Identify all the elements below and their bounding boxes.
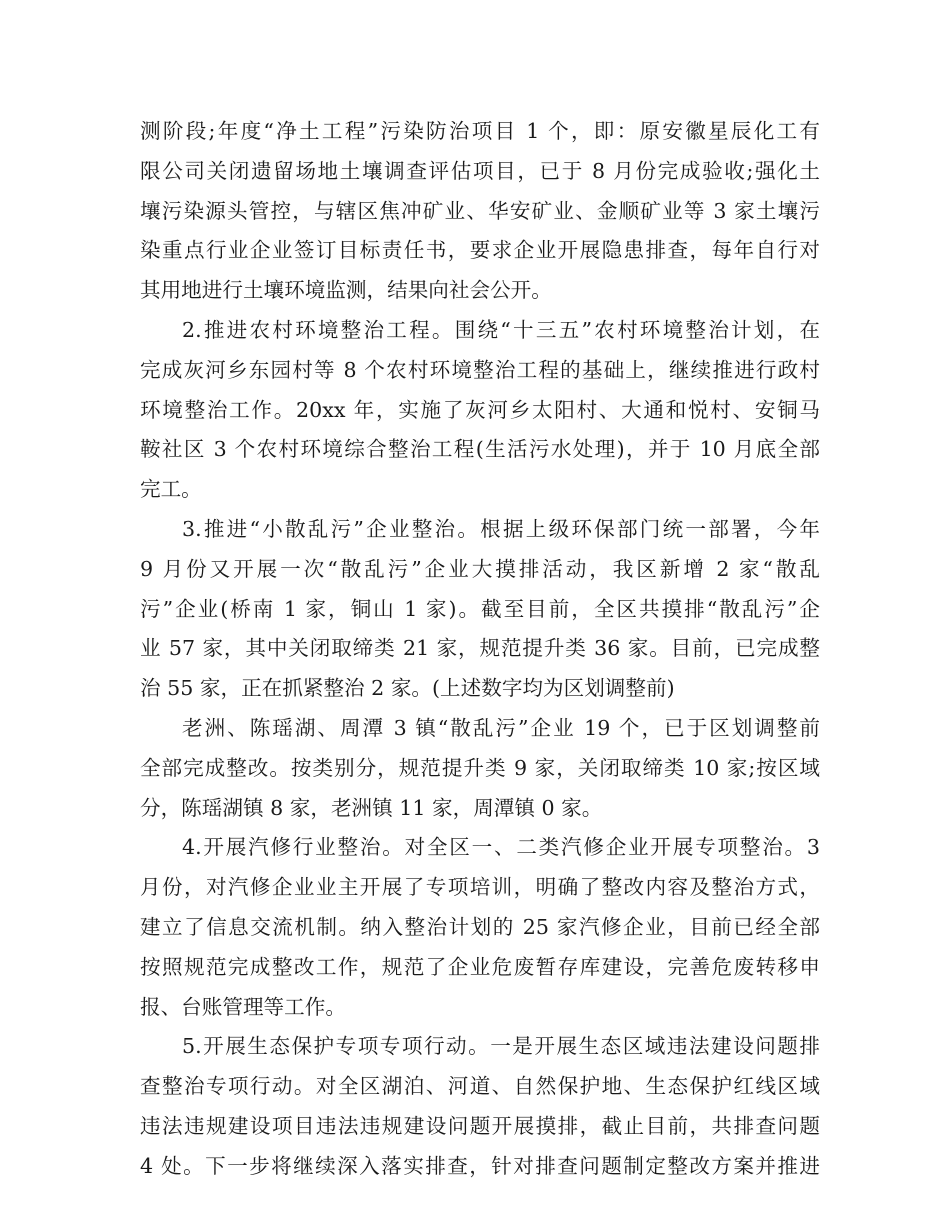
text-line: 4 处。下一步将继续深入落实排查，针对排查问题制定整改方案并推进 xyxy=(140,1153,820,1178)
text-line: 污”企业(桥南 1 家，铜山 1 家)。截至目前，全区共摸排“散乱污”企 xyxy=(140,596,820,621)
text-line: 9 月份又开展一次“散乱污”企业大摸排活动，我区新增 2 家“散乱 xyxy=(140,556,820,581)
text-line: 完成灰河乡东园村等 8 个农村环境整治工程的基础上，继续推进行政村 xyxy=(140,357,820,382)
text-line: 4.开展汽修行业整治。对全区一、二类汽修企业开展专项整治。3 xyxy=(182,835,820,860)
text-line: 测阶段;年度“净土工程”污染防治项目 1 个，即：原安徽星辰化工有 xyxy=(140,119,820,143)
text-line: 其用地进行土壤环境监测，结果向社会公开。 xyxy=(140,278,552,303)
text-line: 报、台账管理等工作。 xyxy=(140,994,346,1019)
text-line: 染重点行业企业签订目标责任书，要求企业开展隐患排查，每年自行对 xyxy=(140,238,820,263)
text-line: 业 57 家，其中关闭取缔类 21 家，规范提升类 36 家。目前，已完成整 xyxy=(140,636,820,661)
text-line: 2.推进农村环境整治工程。围绕“十三五”农村环境整治计划，在 xyxy=(182,317,820,342)
text-line: 月份，对汽修企业业主开展了专项培训，明确了整改内容及整治方式， xyxy=(140,875,820,900)
text-line: 5.开展生态保护专项专项行动。一是开展生态区域违法建设问题排 xyxy=(182,1034,820,1059)
text-line: 分，陈瑶湖镇 8 家，老洲镇 11 家，周潭镇 0 家。 xyxy=(140,795,603,820)
text-line: 老洲、陈瑶湖、周潭 3 镇“散乱污”企业 19 个，已于区划调整前 xyxy=(182,715,820,740)
document-body xyxy=(140,112,820,1187)
text-line: 3.推进“小散乱污”企业整治。根据上级环保部门统一部署，今年 xyxy=(182,516,820,541)
text-line: 按照规范完成整改工作，规范了企业危废暂存库建设，完善危废转移申 xyxy=(140,954,820,979)
text-line: 壤污染源头管控，与辖区焦冲矿业、华安矿业、金顺矿业等 3 家土壤污 xyxy=(140,198,820,223)
text-line: 全部完成整改。按类别分，规范提升类 9 家，关闭取缔类 10 家;按区域 xyxy=(140,755,820,780)
text-line: 限公司关闭遗留场地土壤调查评估项目，已于 8 月份完成验收;强化土 xyxy=(140,158,820,183)
text-line: 完工。 xyxy=(140,477,202,502)
text-line: 鞍社区 3 个农村环境综合整治工程(生活污水处理)，并于 10 月底全部 xyxy=(140,437,820,462)
text-line: 环境整治工作。20xx 年，实施了灰河乡太阳村、大通和悦村、安铜马 xyxy=(140,397,820,422)
text-line: 建立了信息交流机制。纳入整治计划的 25 家汽修企业，目前已经全部 xyxy=(140,914,820,939)
text-line: 违法违规建设项目违法违规建设问题开展摸排，截止目前，共排查问题 xyxy=(140,1113,820,1138)
text-line: 治 55 家，正在抓紧整治 2 家。(上述数字均为区划调整前) xyxy=(140,676,675,701)
text-line: 查整治专项行动。对全区湖泊、河道、自然保护地、生态保护红线区域 xyxy=(140,1074,820,1099)
